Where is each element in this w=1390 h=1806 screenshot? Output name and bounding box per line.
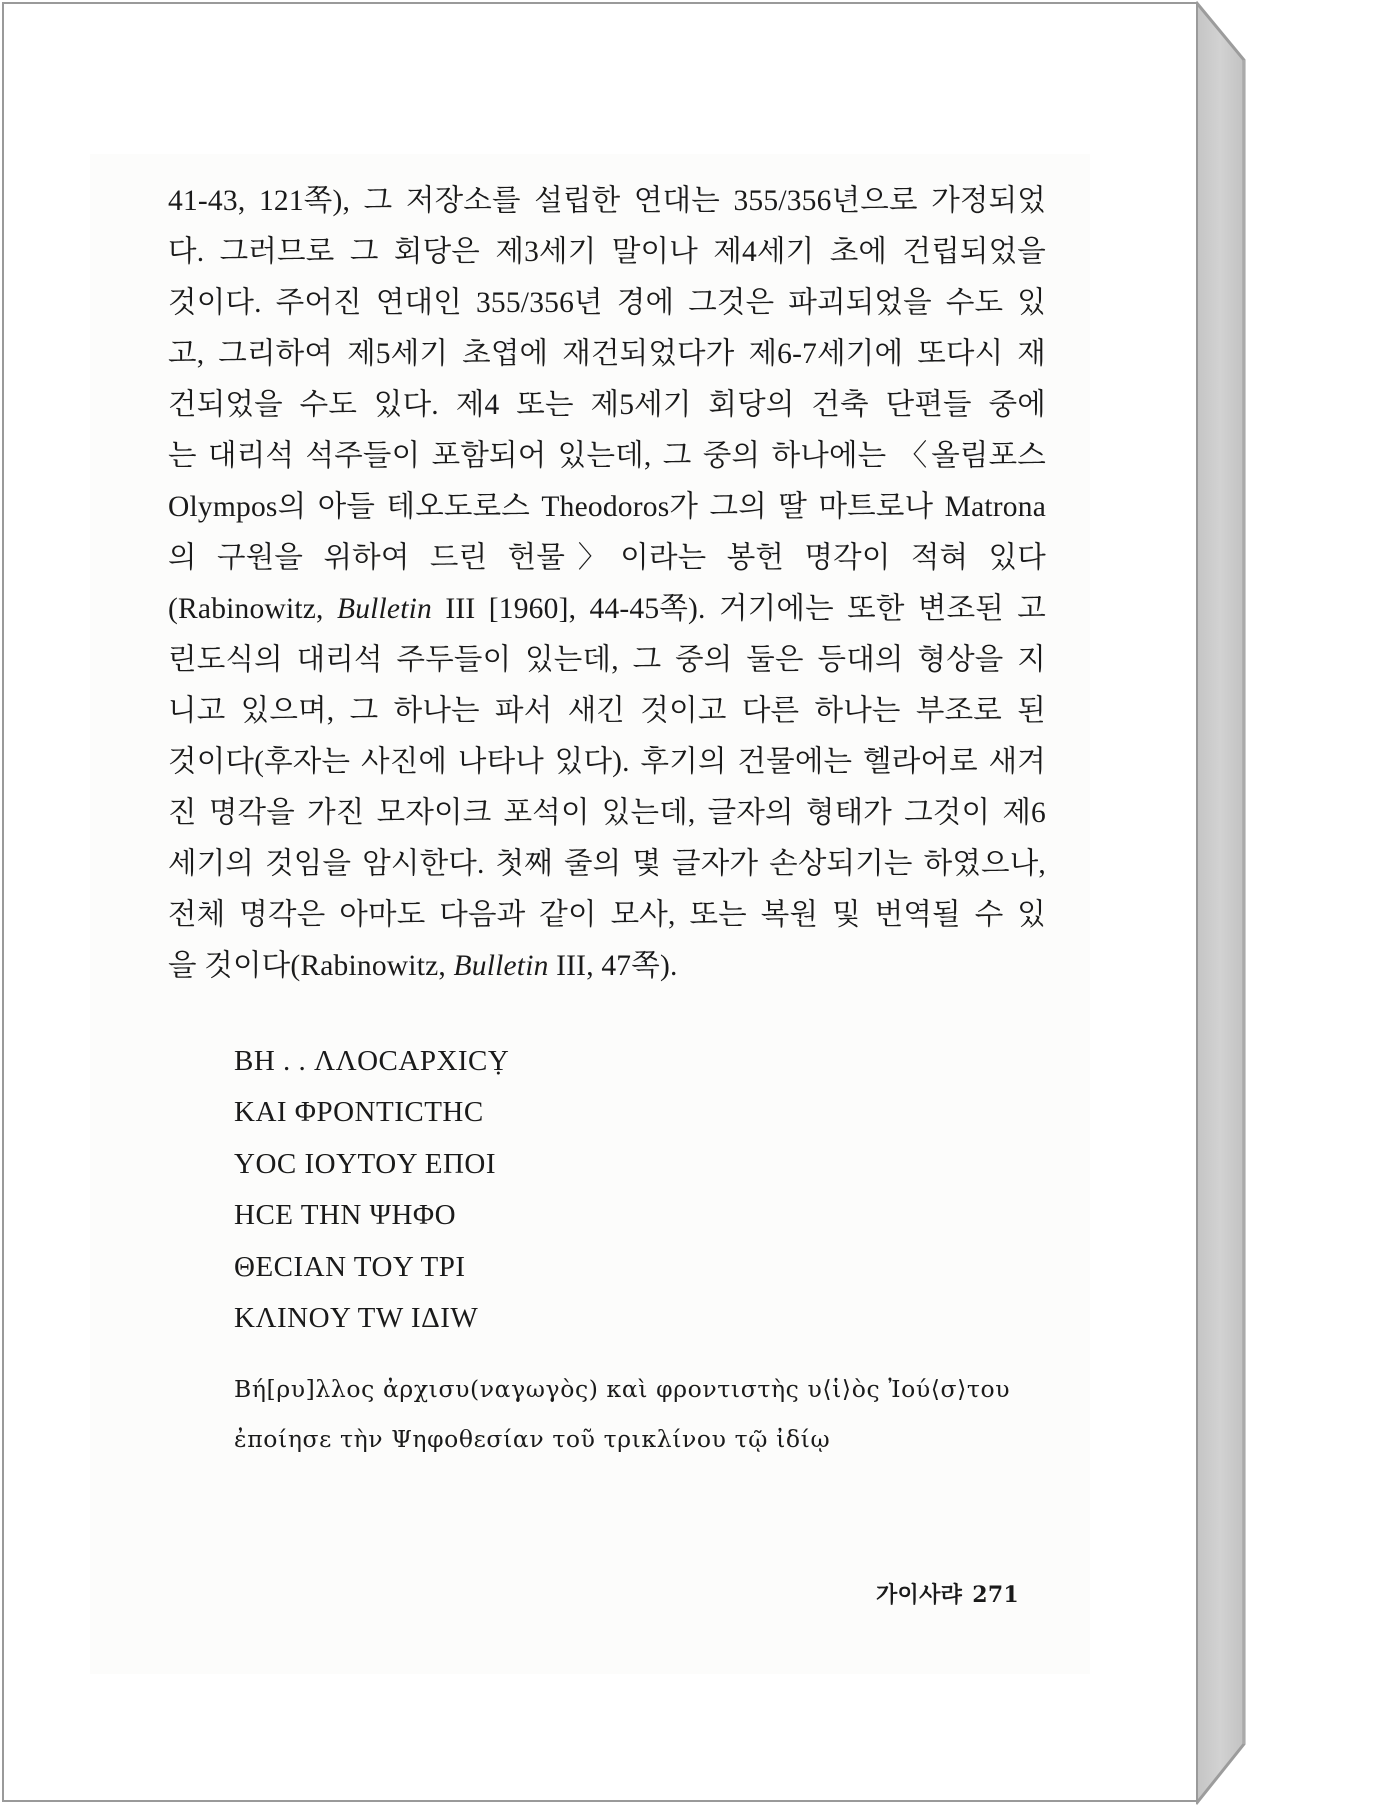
- inscription-line: HCE THN ΨHΦO: [234, 1199, 457, 1232]
- text-run: 세기의 것임을 암시한다. 첫째 줄의 몇 글자가 손상되기는 하였으나,: [168, 848, 1046, 880]
- text-run: 것이다(후자는 사진에 나타나 있다). 후기의 건물에는 헬라어로 새겨: [168, 746, 1046, 778]
- inscription-transcription: [234, 1036, 509, 1344]
- inscription-restoration: [234, 1364, 1010, 1464]
- restoration-line: ἐποίησε τὴν Ψηφοθεσίαν τοῦ τρικλίνου τῷ ἰδίῳ: [234, 1425, 831, 1453]
- text-run: 진 명각을 가진 모자이크 포석이 있는데, 글자의 형태가 그것이 제6: [168, 797, 1046, 829]
- paragraph-line: [168, 176, 1046, 227]
- text-run: 을 것이다(Rabinowitz,: [168, 950, 454, 982]
- text-run: 다. 그러므로 그 회당은 제3세기 말이나 제4세기 초에 건립되었을: [168, 236, 1046, 268]
- page-footer: [876, 1578, 1019, 1609]
- paragraph-line: [168, 329, 1046, 380]
- text-run: 린도식의 대리석 주두들이 있는데, 그 중의 둘은 등대의 형상을 지: [168, 644, 1046, 676]
- text-run: III, 47쪽).: [548, 950, 678, 982]
- inscription-line: KΛINOY TW IΔIW: [234, 1301, 479, 1334]
- inscription-line: BH . . ΛΛOCAPXICỴ: [234, 1045, 510, 1077]
- paragraph-line: [168, 737, 1046, 788]
- text-run: III [1960], 44-45쪽). 거기에는 또한 변조된 고: [431, 593, 1047, 625]
- paragraph-line: [168, 890, 1046, 941]
- text-run: (Rabinowitz,: [168, 593, 337, 625]
- running-head: 가이사랴: [876, 1583, 963, 1608]
- paragraph-line: [168, 584, 1046, 635]
- paragraph-line: [168, 941, 1046, 992]
- paragraph-line: [168, 431, 1046, 482]
- paragraph-line: [168, 278, 1046, 329]
- page-number: 271: [972, 1582, 1020, 1608]
- paragraph-line: [168, 380, 1046, 431]
- paragraph-line: [168, 533, 1046, 584]
- text-run: Olympos의 아들 테오도로스 Theodoros가 그의 딸 마트로나 Matrona: [168, 491, 1046, 523]
- text-run: 고, 그리하여 제5세기 초엽에 재건되었다가 제6-7세기에 또다시 재: [168, 338, 1046, 370]
- inscription-line: YOC IOYTOY EΠOI: [234, 1147, 497, 1180]
- italic-title: Bulletin: [453, 950, 549, 982]
- paragraph-line: [168, 482, 1046, 533]
- main-paragraph: [168, 176, 1046, 992]
- paragraph-line: [168, 839, 1046, 890]
- paragraph-line: [168, 686, 1046, 737]
- text-run: 건되었을 수도 있다. 제4 또는 제5세기 회당의 건축 단편들 중에: [168, 389, 1046, 421]
- text-run: 것이다. 주어진 연대인 355/356년 경에 그것은 파괴되었을 수도 있: [168, 287, 1046, 319]
- restoration-line: Βή[ρυ]λλος ἀρχισυ(ναγωγὸς) καὶ φροντιστὴς υ⟨ἱ⟩ὸς Ἰού⟨σ⟩του: [234, 1375, 1011, 1403]
- paragraph-line: [168, 227, 1046, 278]
- paragraph-line: [168, 635, 1046, 686]
- italic-title: Bulletin: [336, 593, 432, 625]
- text-run: 전체 명각은 아마도 다음과 같이 모사, 또는 복원 및 번역될 수 있: [168, 899, 1046, 931]
- text-run: 니고 있으며, 그 하나는 파서 새긴 것이고 다른 하나는 부조로 된: [168, 695, 1046, 727]
- inscription-line: ΘECIAN TOY TPI: [234, 1250, 466, 1283]
- text-run: 41-43, 121쪽), 그 저장소를 설립한 연대는 355/356년으로 가정되었: [168, 185, 1046, 217]
- inscription-line: KAI ΦPONTICTHC: [234, 1096, 484, 1129]
- text-run: 의 구원을 위하여 드린 헌물〉이라는 봉헌 명각이 적혀 있다: [168, 542, 1046, 574]
- text-run: 는 대리석 석주들이 포함되어 있는데, 그 중의 하나에는 〈올림포스: [168, 440, 1046, 472]
- paragraph-line: [168, 788, 1046, 839]
- page-stack-edge: [1196, 0, 1390, 1806]
